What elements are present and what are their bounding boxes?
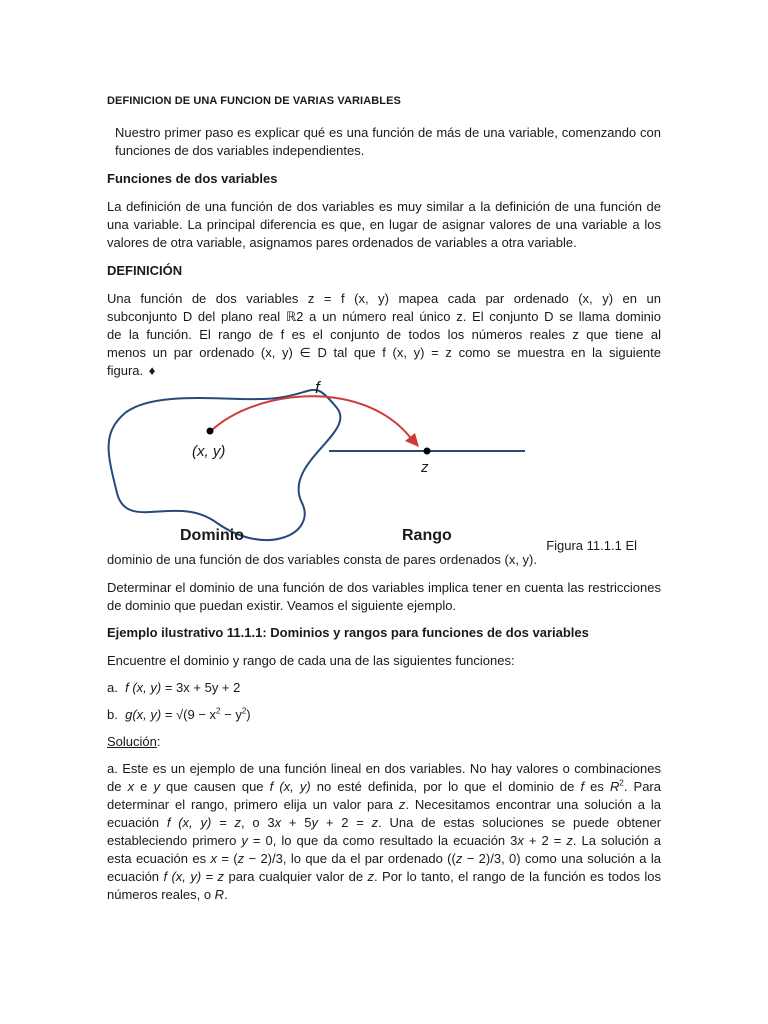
item-b-rhs-pre: = √(9 − x (164, 707, 217, 722)
solution-colon: : (156, 734, 161, 749)
solution-label: Solución (107, 734, 157, 749)
sol-text: . Necesitamos encontrar una solución a la ecuación (107, 797, 662, 830)
f-label: f (315, 378, 320, 397)
sol-var: x (210, 851, 217, 866)
domain-label: Dominio (180, 527, 244, 544)
sol-var: x (517, 833, 524, 848)
sol-var: z (566, 833, 573, 848)
sol-text: = 0, lo que da como resultado la ecuación 3 (247, 833, 518, 848)
item-a (107, 679, 661, 697)
sol-var: y (311, 815, 319, 830)
item-b-args: (x, y) (132, 707, 162, 722)
item-a-args: (x, y) (132, 680, 162, 695)
sol-text: que causen que (159, 779, 270, 794)
sol-var: z (455, 851, 463, 866)
sol-text: . Una de estas soluciones se puede obtener estableciendo primero (107, 815, 662, 848)
sol-text: no esté definida, por lo que el dominio de (310, 779, 581, 794)
example-prompt: Encuentre el dominio y rango de cada una de las siguientes funciones: (107, 653, 515, 668)
sol-var: x (127, 779, 135, 794)
intro-paragraph: Nuestro primer paso es explicar qué es una función de más de una variable, comenzando con funciones de dos variables independientes. (115, 125, 661, 158)
sol-text: para cualquier valor de (224, 869, 368, 884)
item-b-marker: b. (107, 707, 118, 722)
domain-point (207, 428, 214, 435)
solution-a-paragraph (107, 760, 661, 904)
sol-var: y (241, 833, 248, 848)
sol-var: f (580, 779, 585, 794)
item-b-exp-2: 2 (241, 706, 247, 716)
sol-exp: 2 (619, 778, 624, 788)
definition-paragraph: Una función de dos variables z = f (x, y) mapea cada par ordenado (x, y) en un subconjunto D del plano real ℝ2 a un número real único z. El conjunto D se llama dominio de la función. El rango de f es el conjunto de todos los números reales z que tiene al menos un par ordenado (x, y) ∈ D tal que f (x, y) = z como se muestra en la siguiente figura. ♦ (107, 291, 661, 378)
item-b-exp-1: 2 (216, 706, 221, 716)
item-a-func: f (125, 680, 129, 695)
sol-text: . (224, 887, 228, 902)
sol-text: es (584, 779, 610, 794)
document-title: DEFINICION DE UNA FUNCION DE VARIAS VARIABLES (107, 95, 401, 107)
sol-text: + 2 = (318, 815, 372, 830)
sol-text: . La solución a esta ecuación es (107, 833, 661, 866)
sol-text: + 2 = (523, 833, 567, 848)
item-b-rhs-post: ) (246, 707, 251, 722)
sol-var: x (274, 815, 282, 830)
sol-text: + 5 (281, 815, 312, 830)
sol-var: z (398, 797, 406, 812)
item-b-rhs-mid: − y (220, 707, 242, 722)
sol-text: a. Este es un ejemplo de una función lineal en dos variables. No hay valores o combinaciones de (107, 761, 661, 794)
z-label: z (421, 459, 429, 476)
sol-text: . Por lo tanto, el rango de la función es todos los números reales, o (107, 869, 661, 902)
range-point (424, 448, 431, 455)
item-b-func: g (125, 707, 133, 722)
sol-var: R (609, 779, 620, 794)
sol-var: f (x, y) = z (166, 815, 241, 830)
sol-text: − 2)/3, lo que da el par ordenado (( (244, 851, 456, 866)
sol-var: f (x, y) = z (163, 869, 225, 884)
domain-region (109, 390, 341, 540)
example-heading: Ejemplo ilustrativo 11.1.1: Dominios y rangos para funciones de dos variables (107, 625, 589, 640)
point-label: (x, y) (192, 443, 226, 460)
sol-var: z (367, 869, 375, 884)
sol-text: , o 3 (240, 815, 275, 830)
sol-var: f (x, y) (269, 779, 311, 794)
domain-range-figure (107, 378, 661, 553)
range-label: Rango (402, 527, 452, 544)
figure-caption-end: dominio de una función de dos variables consta de pares ordenados (x, y). (107, 552, 537, 567)
definition-heading: DEFINICIÓN (107, 263, 183, 278)
mapping-arrow (211, 396, 413, 441)
document-body (107, 92, 661, 904)
sol-var: z (237, 851, 245, 866)
sol-var: R (214, 887, 225, 902)
determine-paragraph: Determinar el dominio de una función de dos variables implica tener en cuenta las restricciones de dominio que puedan existir. Veamos el siguiente ejemplo. (107, 580, 661, 613)
item-a-marker: a. (107, 680, 118, 695)
sol-text: − 2)/3, 0) como una solución a la ecuación (107, 851, 661, 884)
figure-caption-start: Figura 11.1.1 El (546, 538, 637, 553)
sol-text: e (134, 779, 154, 794)
solution-label-line (107, 733, 661, 751)
sol-var: z (371, 815, 379, 830)
item-a-rhs: = 3x + 5y + 2 (164, 680, 241, 695)
sol-text: = ( (216, 851, 238, 866)
item-b (107, 706, 661, 724)
sol-var: y (153, 779, 160, 794)
sol-text: . Para determinar el rango, primero elija un valor para (107, 779, 661, 812)
section-paragraph: La definición de una función de dos variables es muy similar a la definición de una función de una variable. La principal diferencia es que, en lugar de asignar valores de una variable a los valores de otra variable, asignamos pares ordenados de variables a otra variable. (107, 199, 661, 250)
section-heading: Funciones de dos variables (107, 171, 278, 186)
